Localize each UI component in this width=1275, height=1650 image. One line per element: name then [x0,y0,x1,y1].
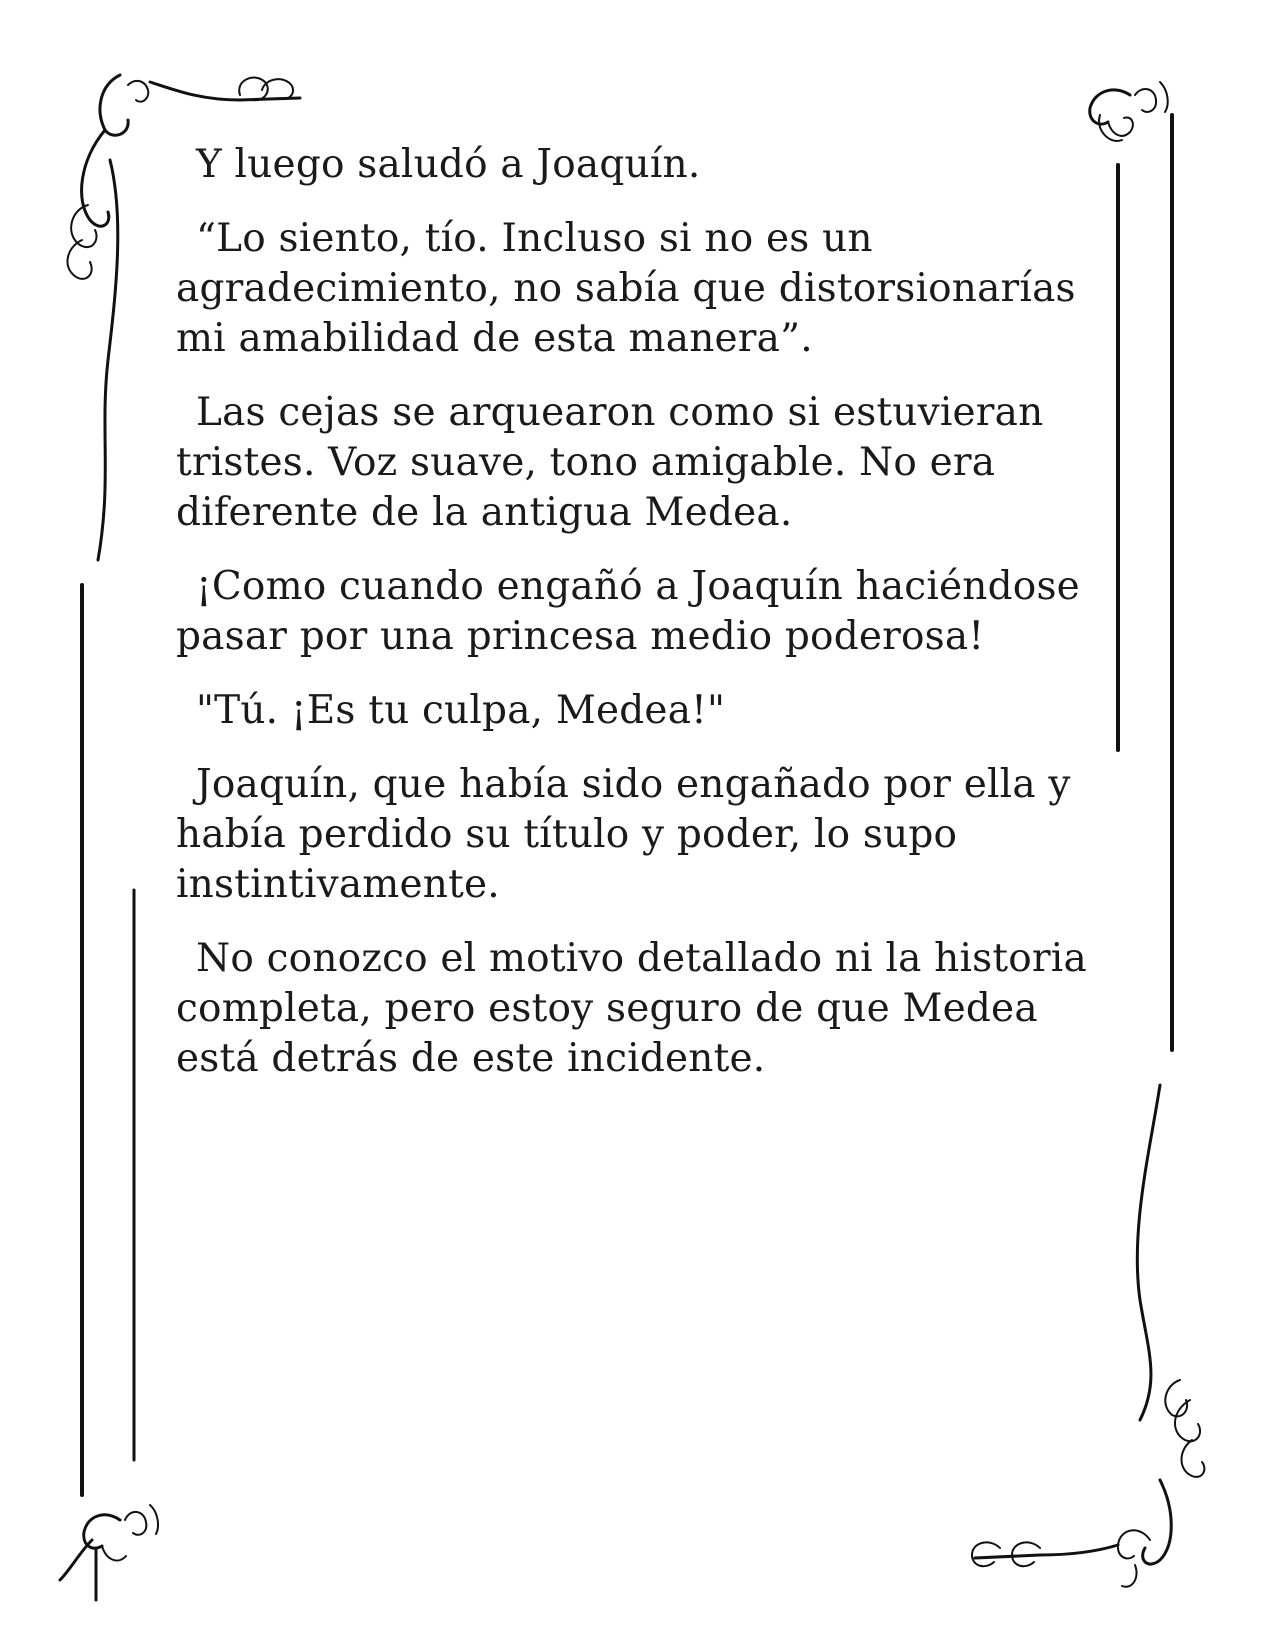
bottom-right-flourish [972,1085,1204,1587]
story-text [176,140,1116,1108]
paragraph-2: “Lo siento, tío. Incluso si no es un agradecimiento, no sabía que distorsionarías mi amabilidad de esta manera”. [176,216,1076,361]
paragraph-7: No conozco el motivo detallado ni la historia completa, pero estoy seguro de que Medea está detrás de este incidente. [176,936,1087,1081]
paragraph-6: Joaquín, que había sido engañado por ella y había perdido su título y poder, lo supo instintivamente. [176,762,1071,907]
paragraph-1: Y luego saludó a Joaquín. [196,142,701,187]
paragraph-3: Las cejas se arquearon como si estuvieran tristes. Voz suave, tono amigable. No era diferente de la antigua Medea. [176,390,1044,535]
paragraph-5: "Tú. ¡Es tu culpa, Medea!" [196,688,726,733]
bottom-left-flourish [60,1505,158,1600]
paragraph-4: ¡Como cuando engañó a Joaquín haciéndose pasar por una princesa medio poderosa! [176,564,1080,659]
